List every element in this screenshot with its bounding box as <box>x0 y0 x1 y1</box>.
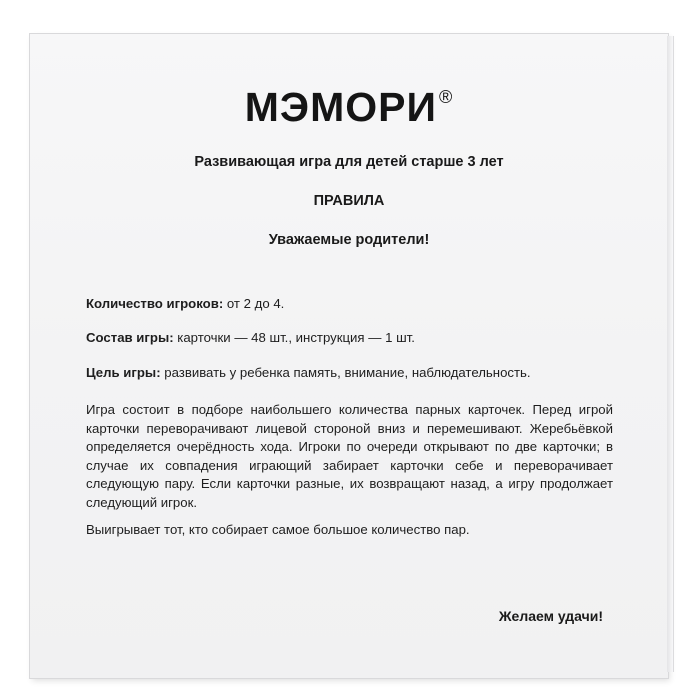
players-label: Количество игроков: <box>86 296 224 311</box>
players-line <box>86 296 284 311</box>
goal-label: Цель игры: <box>86 365 161 380</box>
winner-rule: Выигрывает тот, кто собирает самое большое количество пар. <box>86 522 470 537</box>
closing-wish: Желаем удачи! <box>498 608 603 624</box>
goal-value: развивать у ребенка память, внимание, наблюдательность. <box>160 365 531 380</box>
greeting: Уважаемые родители! <box>268 232 430 248</box>
sheet-edge <box>667 36 674 672</box>
goal-line <box>86 365 531 380</box>
rules-description: Игра состоит в подборе наибольшего количества парных карточек. Перед игрой карточки переворачивают лицевой стороной вниз и перемешивают. Жеребьёвкой определяется очерёдность хода. Игроки по очереди открывают по две карточки; в случае их совпадения играющий забирает карточки себе и переворачивает следующую пару. Если карточки разные, их возвращают назад, а игру продолжает следующий игрок. <box>86 402 613 510</box>
players-value: от 2 до 4. <box>223 296 285 311</box>
game-title-text: МЭМОРИ <box>244 84 437 130</box>
contents-line <box>86 330 415 345</box>
rules-sheet <box>30 34 668 678</box>
contents-label: Состав игры: <box>86 330 174 345</box>
subtitle: Развивающая игра для детей старше 3 лет <box>194 154 504 170</box>
contents-value: карточки — 48 шт., инструкция — 1 шт. <box>173 330 415 345</box>
trademark-symbol: ® <box>438 87 454 107</box>
rules-heading: ПРАВИЛА <box>313 193 385 209</box>
game-title <box>30 84 668 131</box>
